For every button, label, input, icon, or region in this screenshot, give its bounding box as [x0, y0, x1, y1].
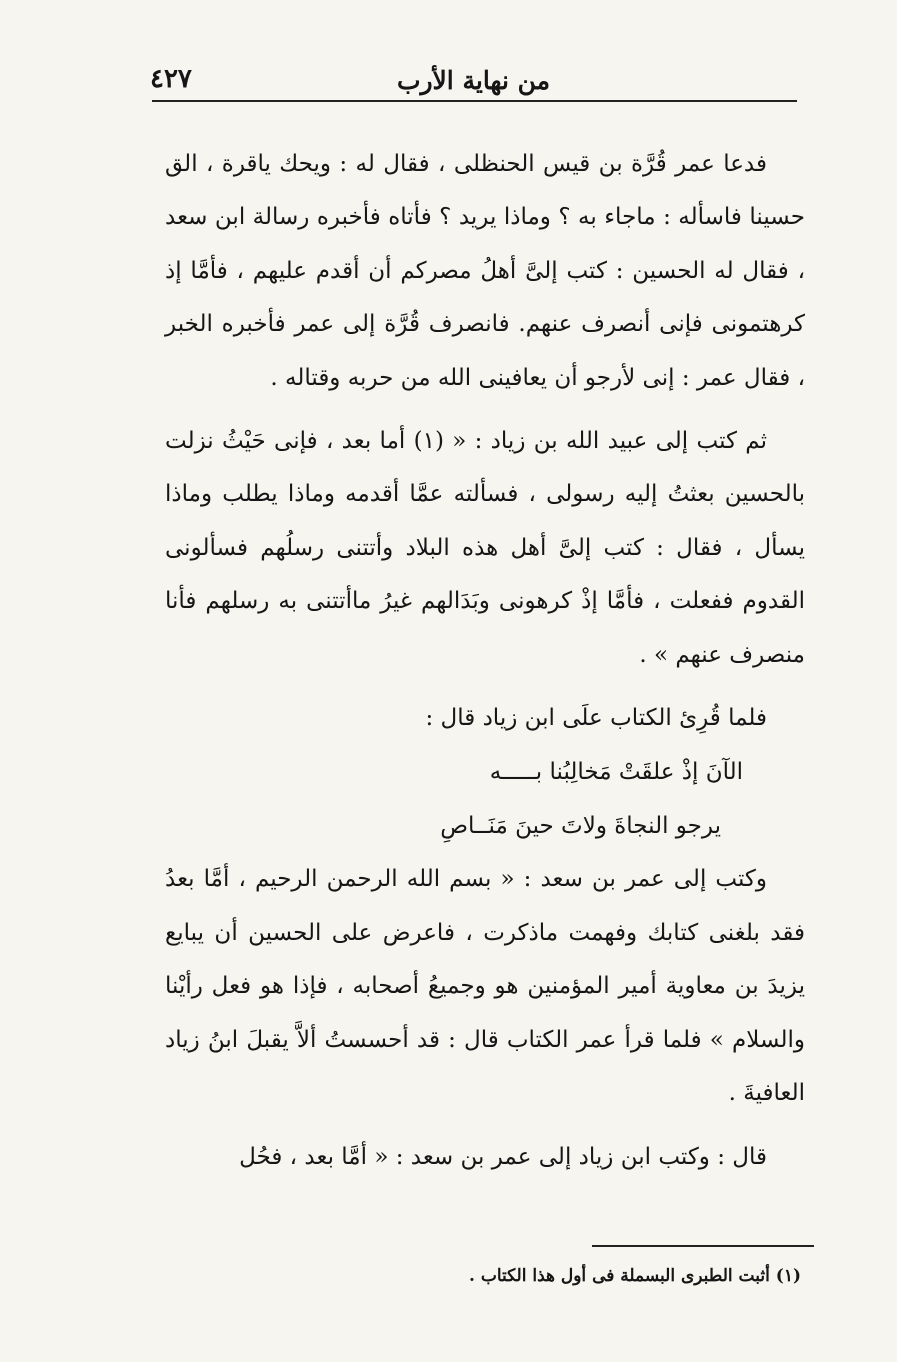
footnote-divider [592, 1245, 814, 1247]
main-text [165, 138, 805, 1184]
footnote: (١) أثبت الطبرى البسملة فى أول هذا الكتاب . [468, 1266, 801, 1286]
page-header [150, 60, 797, 100]
paragraph-3: فلما قُرِئ الكتاب علَى ابن زياد قال : [425, 705, 767, 732]
running-title: من نهاية الأرب [396, 66, 551, 95]
page-number: ٤٢٧ [150, 64, 192, 94]
header-divider [152, 100, 797, 102]
paragraph-1: فدعا عمر قُرَّة بن قيس الحنظلى ، فقال له : ويحك ياقرة ، الق حسينا فاسأله : ماجاء به ؟ وماذا يريد ؟ فأتاه فأخبره رسالة ابن سعد ، فقال له الحسين : كتب إلىَّ أهلُ مصركم أن أقدم عليهم ، فأمَّا إذ كرهتمونى فإنى أنصرف عنهم. فانصرف قُرَّة إلى عمر فأخبره الخبر ، فقال عمر : إنى لأرجو أن يعافينى الله من حربه وقتاله . [165, 151, 805, 391]
verse-line-1: الآنَ إذْ علقَتْ مَخالِبُنا بـــــه [489, 759, 743, 786]
paragraph-4: وكتب إلى عمر بن سعد : « بسم الله الرحمن الرحيم ، أمَّا بعدُ فقد بلغنى كتابك وفهمت ماذكرت ، فاعرض على الحسين أن يبايع يزيدَ بن معاوية أمير المؤمنين هو وجميعُ أصحابه ، فإذا هو فعل رأيْنا والسلام » فلما قرأ عمر الكتاب قال : قد أحسستُ ألاَّ يقبلَ ابنُ زياد العافيةَ . [165, 866, 805, 1107]
paragraph-2: ثم كتب إلى عبيد الله بن زياد : « (١) أما بعد ، فإنى حَيْثُ نزلت بالحسين بعثتُ إليه رسولى ، فسألته عمَّا أقدمه وماذا يطلب وماذا يسأل ، فقال : كتب إلىَّ أهل هذه البلاد وأتتنى رسلُهم فسألونى القدوم ففعلت ، فأمَّا إذْ كرهونى وبَدَالهم غيرُ ماأتتنى به رسلهم فأنا منصرف عنهم » . [165, 428, 805, 668]
paragraph-5: قال : وكتب ابن زياد إلى عمر بن سعد : « أمَّا بعد ، فحُل [239, 1143, 767, 1170]
verse-line-2: يرجو النجاةَ ولاتَ حينَ مَنَــاصِ [440, 813, 721, 840]
